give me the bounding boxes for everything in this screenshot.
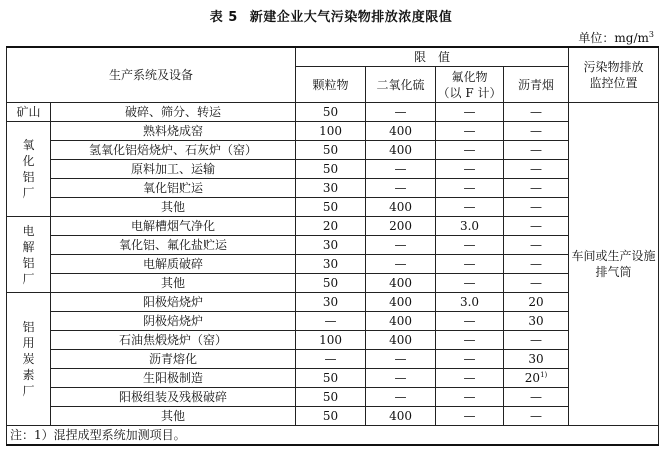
equipment-cell: 石油焦煅烧炉（窑） — [51, 331, 296, 350]
table-row — [7, 160, 659, 179]
fluoride-cell: — — [436, 103, 504, 122]
equipment-cell: 其他 — [51, 198, 296, 217]
asphalt-cell: — — [504, 274, 569, 293]
pm-cell: 30 — [296, 236, 366, 255]
header-location-line1: 污染物排放 — [583, 60, 644, 74]
equipment-cell: 其他 — [51, 407, 296, 426]
asphalt-cell: — — [504, 179, 569, 198]
asphalt-value: 20 — [524, 371, 541, 385]
asphalt-cell: — — [504, 198, 569, 217]
so2-cell: 400 — [366, 141, 436, 160]
group-mine: 矿山 — [7, 103, 51, 122]
so2-cell: — — [366, 236, 436, 255]
unit-prefix: 单位： — [578, 31, 615, 45]
location-line1: 车间或生产设施 — [571, 249, 656, 263]
pm-cell: 50 — [296, 369, 366, 388]
table-row — [7, 293, 659, 312]
group-alumina-char: 化 — [22, 154, 35, 168]
equipment-cell: 原料加工、运输 — [51, 160, 296, 179]
footnote: 注：1）混捏成型系统加测项目。 — [7, 426, 659, 446]
asphalt-cell: — — [504, 160, 569, 179]
location-line2: 排气筒 — [595, 265, 632, 279]
fluoride-cell: — — [436, 331, 504, 350]
asphalt-cell: — — [504, 388, 569, 407]
table-row — [7, 179, 659, 198]
note-row — [7, 426, 659, 446]
pm-cell: 50 — [296, 274, 366, 293]
unit-label — [578, 29, 654, 46]
equipment-cell: 破碎、筛分、转运 — [51, 103, 296, 122]
header-row-1 — [7, 47, 659, 67]
group-electrolysis-char: 解 — [22, 239, 35, 254]
equipment-cell: 熟料烧成窑 — [51, 122, 296, 141]
group-carbon-char: 素 — [22, 368, 35, 382]
asphalt-cell: — — [504, 236, 569, 255]
table-title — [0, 6, 662, 25]
monitoring-location — [569, 103, 659, 426]
unit-exponent: 3 — [648, 30, 654, 39]
group-carbon-char: 炭 — [22, 352, 35, 366]
pm-cell: — — [296, 312, 366, 331]
fluoride-cell: 3.0 — [436, 217, 504, 236]
pm-cell: 50 — [296, 198, 366, 217]
table-row — [7, 274, 659, 293]
so2-cell: 400 — [366, 293, 436, 312]
equipment-cell: 电解质破碎 — [51, 255, 296, 274]
fluoride-cell: — — [436, 160, 504, 179]
fluoride-cell: — — [436, 312, 504, 331]
fluoride-cell: — — [436, 255, 504, 274]
pm-cell: — — [296, 350, 366, 369]
group-electrolysis-char: 厂 — [22, 271, 35, 286]
equipment-cell: 氢氧化铝焙烧炉、石灰炉（窑） — [51, 141, 296, 160]
fluoride-cell: — — [436, 141, 504, 160]
pm-cell: 30 — [296, 293, 366, 312]
asphalt-cell: 30 — [504, 312, 569, 331]
asphalt-cell: — — [504, 217, 569, 236]
fluoride-cell: — — [436, 350, 504, 369]
asphalt-cell: — — [504, 331, 569, 350]
fluoride-cell: — — [436, 388, 504, 407]
header-fluoride-line2: （以 F 计） — [437, 85, 502, 100]
group-carbon — [7, 293, 51, 426]
equipment-cell: 氧化铝、氟化盐贮运 — [51, 236, 296, 255]
table-row — [7, 103, 659, 122]
asphalt-cell: — — [504, 255, 569, 274]
group-carbon-char: 厂 — [22, 384, 35, 398]
table-row — [7, 122, 659, 141]
asphalt-cell: — — [504, 103, 569, 122]
fluoride-cell: — — [436, 407, 504, 426]
table-row — [7, 388, 659, 407]
so2-cell: — — [366, 103, 436, 122]
header-pm: 颗粒物 — [296, 67, 366, 103]
fluoride-cell: — — [436, 198, 504, 217]
table-row — [7, 369, 659, 388]
equipment-cell: 阳极组装及残极破碎 — [51, 388, 296, 407]
so2-cell: — — [366, 388, 436, 407]
emission-limits-table — [6, 46, 659, 446]
pm-cell: 30 — [296, 255, 366, 274]
pm-cell: 50 — [296, 388, 366, 407]
group-alumina-char: 氧 — [22, 138, 35, 152]
header-so2: 二氧化硫 — [366, 67, 436, 103]
group-electrolysis — [7, 217, 51, 293]
equipment-cell: 氧化铝贮运 — [51, 179, 296, 198]
so2-cell: — — [366, 255, 436, 274]
asphalt-cell: 20 — [504, 293, 569, 312]
table-number: 表 5 — [209, 10, 238, 25]
fluoride-cell: — — [436, 274, 504, 293]
table-row — [7, 141, 659, 160]
group-carbon-char: 铝 — [22, 320, 35, 334]
asphalt-cell — [504, 369, 569, 388]
header-location-line2: 监控位置 — [589, 76, 638, 90]
so2-cell: — — [366, 350, 436, 369]
equipment-cell: 生阳极制造 — [51, 369, 296, 388]
so2-cell: 400 — [366, 274, 436, 293]
table-row — [7, 255, 659, 274]
group-electrolysis-char: 电 — [22, 223, 35, 238]
pm-cell: 50 — [296, 103, 366, 122]
table-row — [7, 350, 659, 369]
fluoride-cell: — — [436, 236, 504, 255]
table-row — [7, 236, 659, 255]
so2-cell: 200 — [366, 217, 436, 236]
table-caption: 新建企业大气污染物排放浓度限值 — [249, 10, 453, 25]
group-alumina-char: 铝 — [22, 170, 35, 184]
asphalt-cell: 30 — [504, 350, 569, 369]
table-row — [7, 331, 659, 350]
pm-cell: 50 — [296, 160, 366, 179]
table-row — [7, 407, 659, 426]
fluoride-cell: 3.0 — [436, 293, 504, 312]
group-alumina-char: 厂 — [22, 186, 35, 200]
so2-cell: — — [366, 160, 436, 179]
pm-cell: 100 — [296, 331, 366, 350]
pm-cell: 50 — [296, 407, 366, 426]
so2-cell: — — [366, 369, 436, 388]
group-electrolysis-char: 铝 — [22, 255, 35, 270]
asphalt-cell: — — [504, 407, 569, 426]
equipment-cell: 阴极焙烧炉 — [51, 312, 296, 331]
equipment-cell: 沥青熔化 — [51, 350, 296, 369]
table-row — [7, 217, 659, 236]
fluoride-cell: — — [436, 122, 504, 141]
pm-cell: 20 — [296, 217, 366, 236]
pm-cell: 50 — [296, 141, 366, 160]
header-fluoride — [436, 67, 504, 103]
unit-value: mg/m — [614, 31, 649, 45]
header-fluoride-line1: 氟化物 — [451, 69, 488, 84]
group-alumina — [7, 122, 51, 217]
pm-cell: 30 — [296, 179, 366, 198]
group-carbon-char: 用 — [22, 336, 35, 350]
asphalt-cell: — — [504, 141, 569, 160]
equipment-cell: 电解槽烟气净化 — [51, 217, 296, 236]
header-location — [569, 47, 659, 103]
header-limit: 限 值 — [296, 47, 569, 67]
header-system: 生产系统及设备 — [7, 47, 296, 103]
so2-cell: 400 — [366, 312, 436, 331]
footnote-marker: 1) — [540, 371, 548, 379]
so2-cell: 400 — [366, 331, 436, 350]
header-asphalt: 沥青烟 — [504, 67, 569, 103]
equipment-cell: 其他 — [51, 274, 296, 293]
pm-cell: 100 — [296, 122, 366, 141]
table-row — [7, 198, 659, 217]
so2-cell: 400 — [366, 407, 436, 426]
so2-cell: — — [366, 179, 436, 198]
so2-cell: 400 — [366, 122, 436, 141]
asphalt-cell: — — [504, 122, 569, 141]
so2-cell: 400 — [366, 198, 436, 217]
fluoride-cell: — — [436, 369, 504, 388]
equipment-cell: 阳极焙烧炉 — [51, 293, 296, 312]
fluoride-cell: — — [436, 179, 504, 198]
table-row — [7, 312, 659, 331]
